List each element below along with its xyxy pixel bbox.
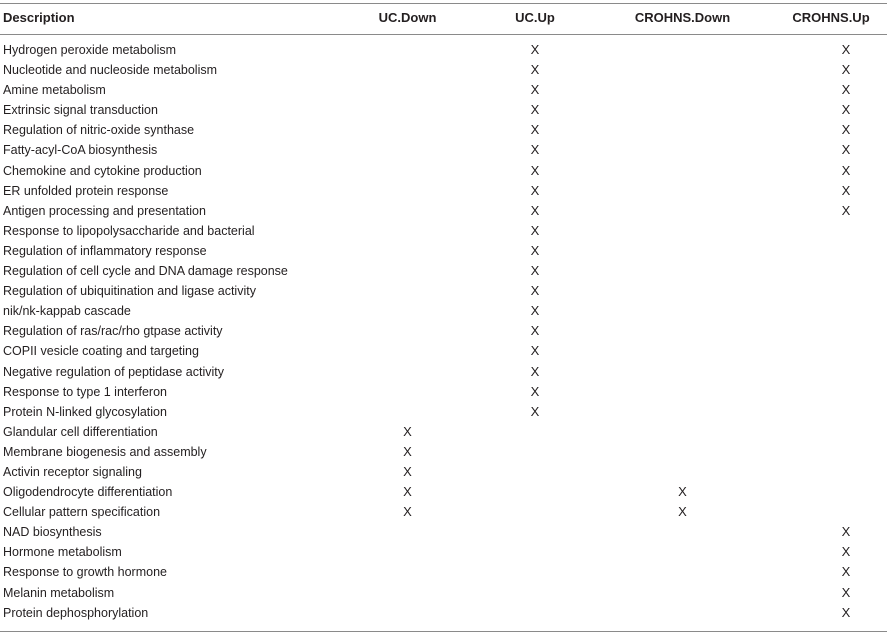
table-row [0,140,887,160]
table-row [0,362,887,382]
cell-description: COPII vesicle coating and targeting [3,344,199,359]
table-row [0,281,887,301]
table-row [0,402,887,422]
cell-crohns-up: X [841,102,851,118]
table-row [0,341,887,361]
cell-description: Regulation of ubiquitination and ligase activity [3,284,256,299]
cell-description: Hormone metabolism [3,545,122,560]
table-row [0,562,887,582]
cell-crohns-up: X [841,62,851,78]
cell-description: Negative regulation of peptidase activity [3,364,224,379]
cell-description: ER unfolded protein response [3,183,169,198]
table-row [0,120,887,140]
cell-uc-up: X [530,303,540,319]
cell-uc-up: X [530,343,540,359]
cell-crohns-up: X [841,122,851,138]
cell-crohns-up: X [841,544,851,560]
cell-description: Chemokine and cytokine production [3,163,202,178]
header-uc-up: UC.Up [515,10,555,25]
cell-uc-up: X [530,242,540,258]
cell-description: Protein N-linked glycosylation [3,404,167,419]
cell-uc-up: X [530,222,540,238]
cell-uc-up: X [530,142,540,158]
cell-uc-up: X [530,162,540,178]
table-row [0,442,887,462]
table-row [0,502,887,522]
table-row [0,482,887,502]
cell-description: Hydrogen peroxide metabolism [3,43,177,57]
cell-description: Membrane biogenesis and assembly [3,444,207,459]
table-row [0,542,887,562]
cell-description: nik/nk-kappab cascade [3,304,131,319]
cell-description: Regulation of nitric-oxide synthase [3,123,195,138]
cell-uc-up: X [530,202,540,218]
cell-crohns-up: X [841,584,851,600]
cell-uc-up: X [530,122,540,138]
cell-uc-up: X [530,363,540,379]
cell-crohns-up: X [841,202,851,218]
cell-uc-up: X [530,283,540,299]
cell-crohns-up: X [841,524,851,540]
header-description: Description [3,10,75,25]
cell-crohns-down: X [678,484,687,500]
table-row [0,241,887,261]
cell-uc-down: X [403,443,412,459]
table-row [0,321,887,341]
cell-crohns-up: X [841,142,851,158]
table-row [0,583,887,603]
table-body [0,40,887,623]
cell-description: Protein dephosphorylation [3,605,149,620]
table-row [0,261,887,281]
cell-description: Response to growth hormone [3,565,167,580]
cell-crohns-up: X [841,564,851,580]
table-row [0,422,887,442]
cell-uc-down: X [403,504,412,520]
cell-uc-up: X [530,403,540,419]
table-row [0,603,887,623]
table-row [0,80,887,100]
cell-crohns-down: X [678,504,687,520]
table-bottom-rule [0,631,887,632]
cell-description: Regulation of cell cycle and DNA damage response [3,264,288,279]
table-row [0,221,887,241]
cell-description: Regulation of ras/rac/rho gtpase activity [3,324,223,339]
cell-uc-up: X [530,42,540,57]
table-row [0,301,887,321]
cell-description: Fatty-acyl-CoA biosynthesis [3,143,158,158]
header-uc-down: UC.Down [378,10,437,25]
table-row [0,382,887,402]
cell-description: Nucleotide and nucleoside metabolism [3,63,218,78]
cell-description: Extrinsic signal transduction [3,103,158,118]
table-row [0,522,887,542]
cell-uc-up: X [530,62,540,78]
cell-uc-down: X [403,423,412,439]
cell-uc-up: X [530,102,540,118]
cell-uc-up: X [530,182,540,198]
cell-crohns-up: X [841,42,851,57]
table-row [0,161,887,181]
cell-uc-down: X [403,463,412,479]
cell-uc-up: X [530,383,540,399]
table-header-rule [0,34,887,35]
cell-description: Response to lipopolysaccharide and bacterial [3,223,255,238]
cell-uc-down: X [403,484,412,500]
cell-description: NAD biosynthesis [3,525,102,540]
table-row [0,201,887,221]
cell-crohns-up: X [841,162,851,178]
cell-crohns-up: X [841,182,851,198]
table-row [0,40,887,60]
cell-description: Melanin metabolism [3,585,115,600]
cell-uc-up: X [530,323,540,339]
cell-description: Glandular cell differentiation [3,424,158,439]
cell-uc-up: X [530,263,540,279]
cell-uc-up: X [530,82,540,98]
cell-description: Cellular pattern specification [3,505,161,520]
cell-description: Antigen processing and presentation [3,203,206,218]
cell-description: Oligodendrocyte differentiation [3,485,173,500]
table-row [0,462,887,482]
table-row [0,100,887,120]
header-crohns-up: CROHNS.Up [792,10,870,25]
cell-crohns-up: X [841,82,851,98]
table-row [0,60,887,80]
cell-description: Regulation of inflammatory response [3,243,207,258]
table-row [0,181,887,201]
table-header [0,4,887,34]
cell-description: Activin receptor signaling [3,464,142,479]
cell-description: Response to type 1 interferon [3,384,167,399]
header-crohns-down: CROHNS.Down [634,10,731,25]
cell-description: Amine metabolism [3,83,106,98]
cell-crohns-up: X [841,604,851,620]
